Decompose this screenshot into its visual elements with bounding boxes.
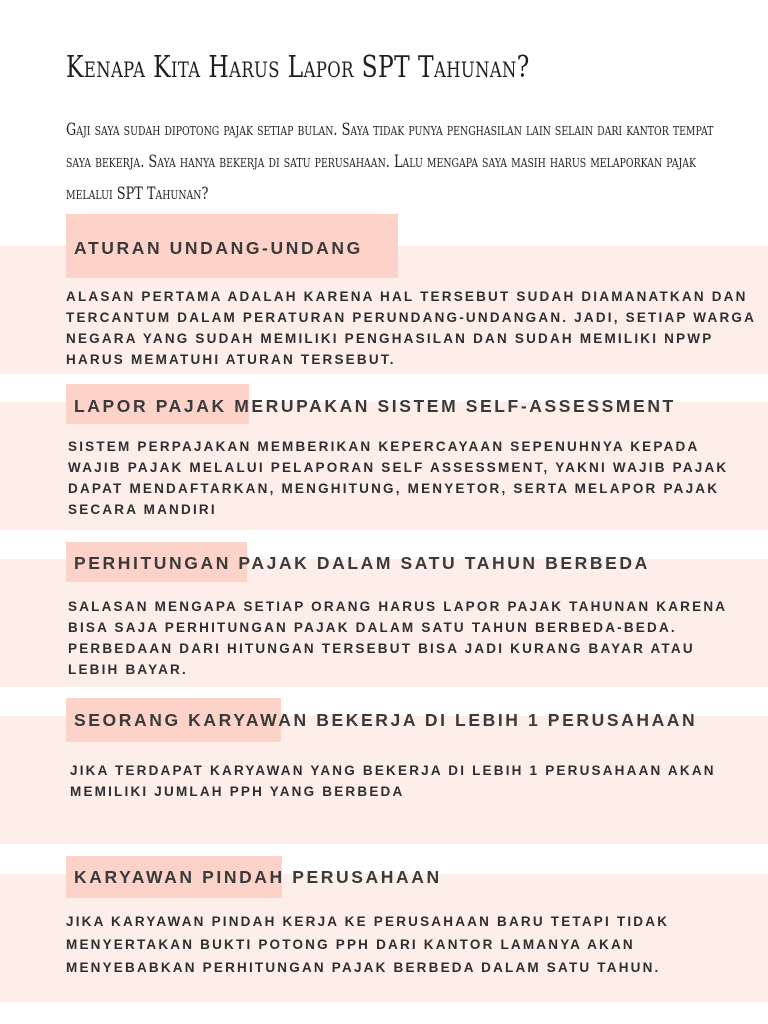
section-heading: LAPOR PAJAK MERUPAKAN SISTEM SELF-ASSESSMENT (74, 396, 676, 416)
section-heading: PERHITUNGAN PAJAK DALAM SATU TAHUN BERBEDA (74, 553, 650, 573)
section-body: SALASAN MENGAPA SETIAP ORANG HARUS LAPOR PAJAK TAHUNAN KARENA BISA SAJA PERHITUNGAN PAJAK DALAM SATU TAHUN BERBEDA-BEDA. PERBEDAAN DARI HITUNGAN TERSEBUT BISA JADI KURANG BAYAR ATAU LEBIH BAYAR. (68, 599, 727, 677)
section-body: JIKA KARYAWAN PINDAH KERJA KE PERUSAHAAN BARU TETAPI TIDAK MENYERTAKAN BUKTI POTONG PPH DARI KANTOR LAMANYA AKAN MENYEBABKAN PERHITUNGAN PAJAK BERBEDA DALAM SATU TAHUN. (66, 914, 670, 975)
section-heading: KARYAWAN PINDAH PERUSAHAAN (74, 867, 442, 887)
section-body: JIKA TERDAPAT KARYAWAN YANG BEKERJA DI LEBIH 1 PERUSAHAAN AKAN MEMILIKI JUMLAH PPH YANG BERBEDA (70, 763, 716, 799)
section-body: ALASAN PERTAMA ADALAH KARENA HAL TERSEBUT SUDAH DIAMANATKAN DAN TERCANTUM DALAM PERATURAN PERUNDANG-UNDANGAN. JADI, SETIAP WARGA NEGARA YANG SUDAH MEMILIKI PENGHASILAN DAN SUDAH MEMILIKI NPWP HARUS MEMATUHI ATURAN TERSEBUT. (66, 289, 756, 367)
intro-paragraph: Gaji saya sudah dipotong pajak setiap bulan. Saya tidak punya penghasilan lain selain dari kantor tempat saya bekerja. Saya hanya bekerja di satu perusahaan. Lalu mengapa saya masih harus melaporkan pajak melalui SPT Tahunan? (66, 120, 714, 203)
section-body: SISTEM PERPAJAKAN MEMBERIKAN KEPERCAYAAN SEPENUHNYA KEPADA WAJIB PAJAK MELALUI PELAPORAN SELF ASSESSMENT, YAKNI WAJIB PAJAK DAPAT MENDAFTARKAN, MENGHITUNG, MENYETOR, SERTA MELAPOR PAJAK SECARA MANDIRI (68, 439, 729, 517)
section-heading: ATURAN UNDANG-UNDANG (74, 238, 363, 258)
page-title: Kenapa Kita Harus Lapor SPT Tahunan? (66, 50, 530, 85)
section-heading: SEORANG KARYAWAN BEKERJA DI LEBIH 1 PERUSAHAAN (74, 710, 698, 730)
